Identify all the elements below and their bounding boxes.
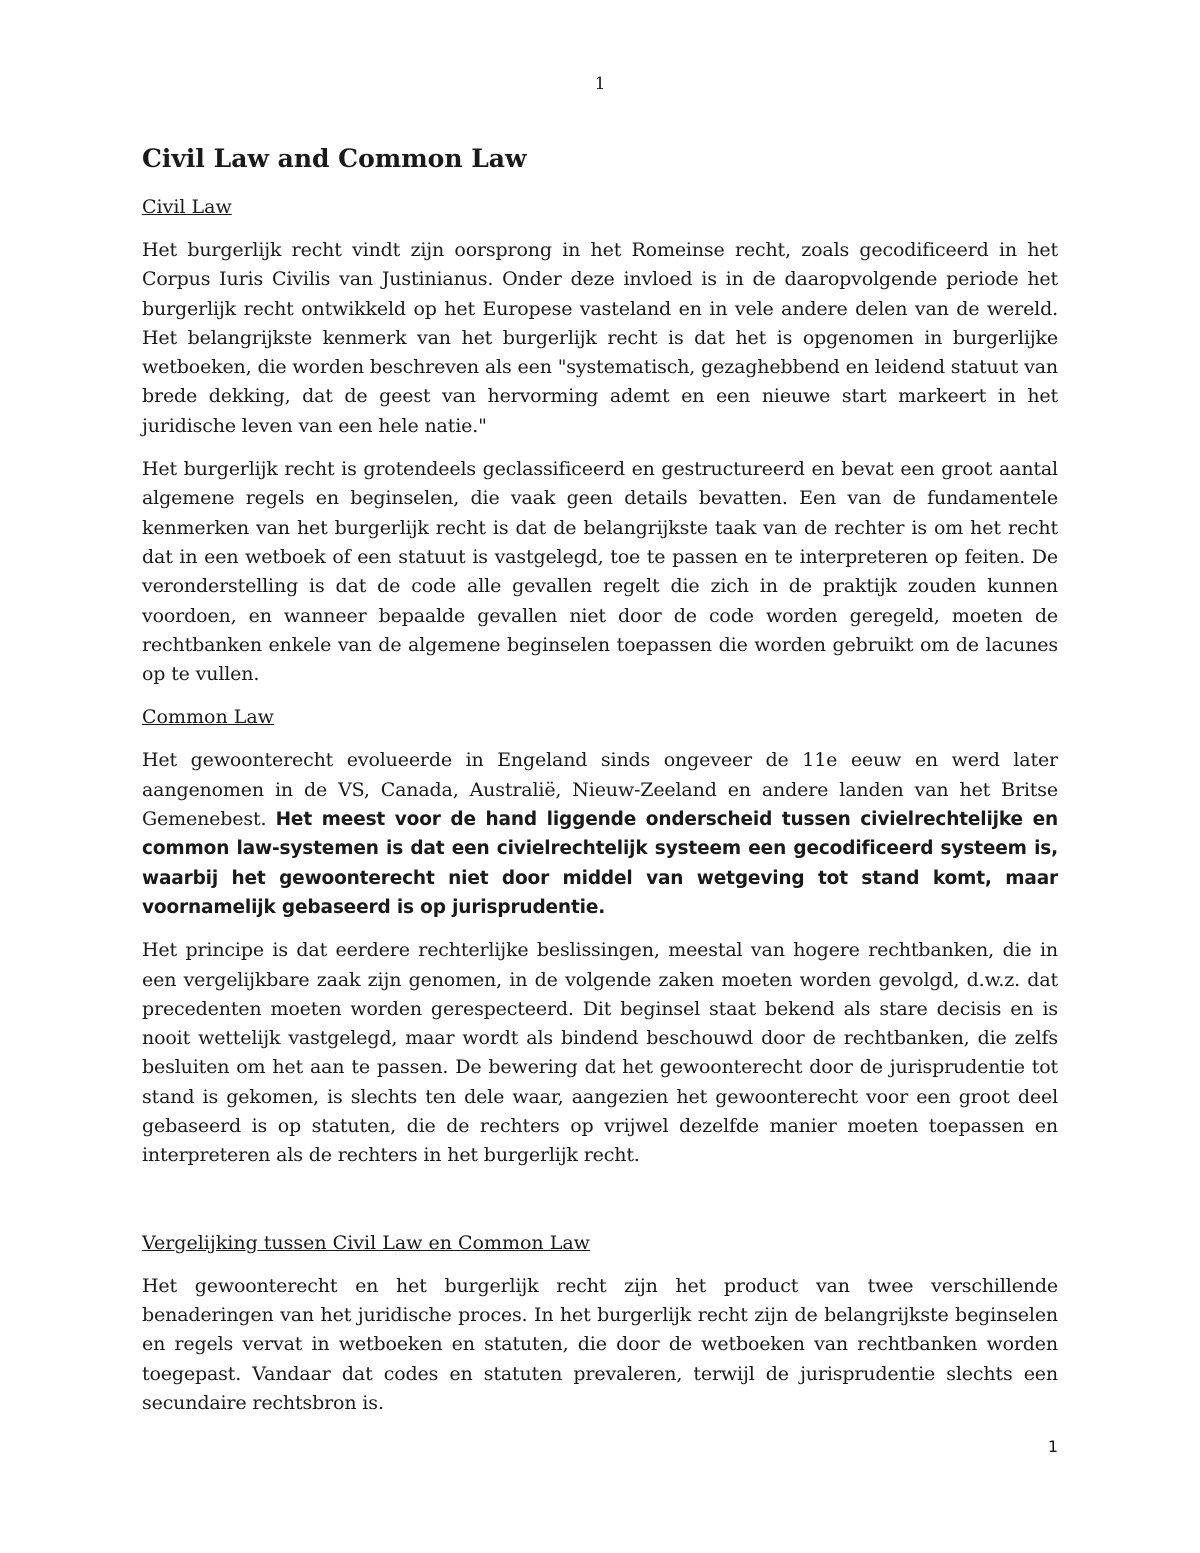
document-title: Civil Law and Common Law — [142, 144, 527, 173]
paragraph-common-law-1-bold: Het meest voor de hand liggende onderscheid tussen civielrechtelijke en common law-systemen is dat een civielrechtelijk systeem een gecodificeerd systeem is, waarbij het gewoonterecht niet door middel van wetgeving tot stand komt, maar voornamelijk gebaseerd is op jurisprudentie. — [142, 809, 1058, 918]
paragraph-civil-law-2: Het burgerlijk recht is grotendeels geclassificeerd en gestructureerd en bevat een groot aantal algemene regels en beginselen, die vaak geen details bevatten. Een van de fundamentele kenmerken van het burgerlijk recht is dat de belangrijkste taak van de rechter is om het recht dat in een wetboek of een statuut is vastgelegd, toe te passen en te interpreteren op feiten. De veronderstelling is dat de code alle gevallen regelt die zich in de praktijk zouden kunnen voordoen, en wanneer bepaalde gevallen niet door de code worden geregeld, moeten de rechtbanken enkele van de algemene beginselen toepassen die worden gebruikt om de lacunes op te vullen. — [142, 458, 1058, 686]
section-heading-common-law: Common Law — [142, 706, 274, 729]
page-number-header: 1 — [594, 74, 606, 94]
paragraph-common-law-1-plain: Het gewoonterecht evolueerde in Engeland sinds ongeveer de 11e eeuw en werd later aangenomen in de VS, Canada, Australië, Nieuw-Zeeland en andere landen van het Britse Gemenebest. — [142, 749, 1058, 831]
paragraph-civil-law-1: Het burgerlijk recht vindt zijn oorsprong in het Romeinse recht, zoals gecodificeerd in het Corpus Iuris Civilis van Justinianus. Onder deze invloed is in de daaropvolgende periode het burgerlijk recht ontwikkeld op het Europese vasteland en in vele andere delen van de wereld. Het belangrijkste kenmerk van het burgerlijk recht is dat het is opgenomen in burgerlijke wetboeken, die worden beschreven als een "systematisch, gezaghebbend en leidend statuut van brede dekking, dat de geest van hervorming ademt en een nieuwe start markeert in het juridische leven van een hele natie." — [142, 239, 1058, 437]
paragraph-common-law-2: Het principe is dat eerdere rechterlijke beslissingen, meestal van hogere rechtbanken, die in een vergelijkbare zaak zijn genomen, in de volgende zaken moeten worden gevolgd, d.w.z. dat precedenten moeten worden gerespecteerd. Dit beginsel staat bekend als stare decisis en is nooit wettelijk vastgelegd, maar wordt als bindend beschouwd door de rechtbanken, die zelfs besluiten om het aan te passen. De bewering dat het gewoonterecht door de jurisprudentie tot stand is gekomen, is slechts ten dele waar, aangezien het gewoonterecht voor een groot deel gebaseerd is op statuten, die de rechters op vrijwel dezelfde manier moeten toepassen en interpreteren als de rechters in het burgerlijk recht. — [142, 939, 1058, 1167]
document-body — [142, 141, 1058, 1432]
section-heading-comparison: Vergelijking tussen Civil Law en Common Law — [142, 1231, 590, 1254]
paragraph-comparison-1: Het gewoonterecht en het burgerlijk recht zijn het product van twee verschillende benaderingen van het juridische proces. In het burgerlijk recht zijn de belangrijkste beginselen en regels vervat in wetboeken en statuten, die door de wetboeken van rechtbanken worden toegepast. Vandaar dat codes en statuten prevaleren, terwijl de jurisprudentie slechts een secundaire rechtsbron is. — [142, 1274, 1058, 1414]
page-number-footer: 1 — [1047, 1437, 1058, 1456]
section-spacer — [142, 1185, 1058, 1229]
section-heading-civil-law: Civil Law — [142, 196, 232, 218]
paragraph-common-law-1 — [142, 746, 1058, 922]
